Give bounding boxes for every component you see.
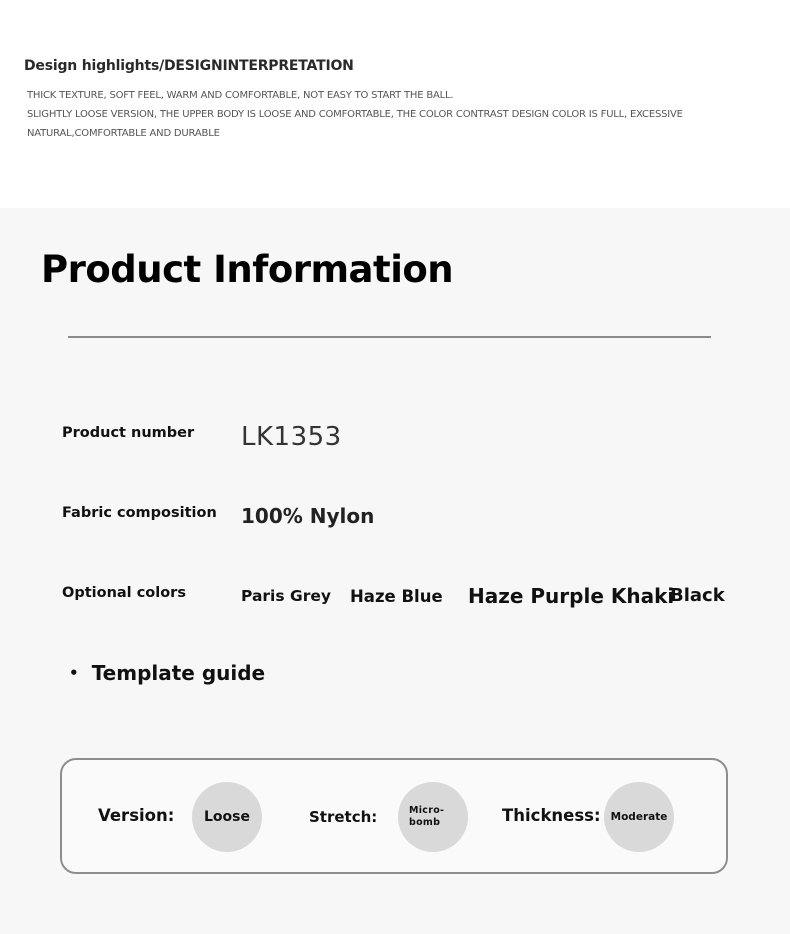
design-highlights-section [24, 58, 764, 143]
design-highlights-title: Design highlights/DESIGNINTERPRETATION [24, 58, 354, 74]
thickness-value-badge: Moderate [604, 782, 674, 852]
color-option-haze-blue: Haze Blue [350, 587, 443, 606]
stretch-label: Stretch: [309, 808, 378, 826]
product-information-panel [0, 208, 790, 934]
product-information-title: Product Information [41, 248, 454, 291]
highlight-line: THICK TEXTURE, SOFT FEEL, WARM AND COMFORTABLE, NOT EASY TO START THE BALL. [27, 90, 454, 101]
thickness-label: Thickness: [502, 806, 601, 825]
template-guide-box [60, 758, 728, 874]
fabric-composition-value: 100% Nylon [241, 504, 375, 528]
bullet-icon: • [69, 664, 79, 682]
color-option-black: Black [670, 585, 725, 606]
product-number-label: Product number [62, 425, 195, 441]
stretch-value-badge: Micro-bomb [398, 782, 468, 852]
optional-colors-label: Optional colors [62, 585, 186, 601]
color-option-paris-grey: Paris Grey [241, 587, 331, 605]
highlight-line: NATURAL,COMFORTABLE AND DURABLE [27, 128, 220, 139]
version-value-badge: Loose [192, 782, 262, 852]
version-label: Version: [98, 806, 175, 825]
template-guide-title: Template guide [91, 661, 266, 685]
design-highlights-text [27, 86, 764, 143]
product-number-value: LK1353 [241, 422, 342, 452]
highlight-line: SLIGHTLY LOOSE VERSION, THE UPPER BODY IS LOOSE AND COMFORTABLE, THE COLOR CONTRAST DESIGN COLOR IS FULL, EXCESSIVE [27, 109, 683, 120]
fabric-composition-label: Fabric composition [62, 505, 217, 521]
title-divider [68, 336, 711, 338]
template-guide-heading [69, 661, 265, 685]
color-option-haze-purple-khaki: Haze Purple Khaki [468, 584, 675, 608]
